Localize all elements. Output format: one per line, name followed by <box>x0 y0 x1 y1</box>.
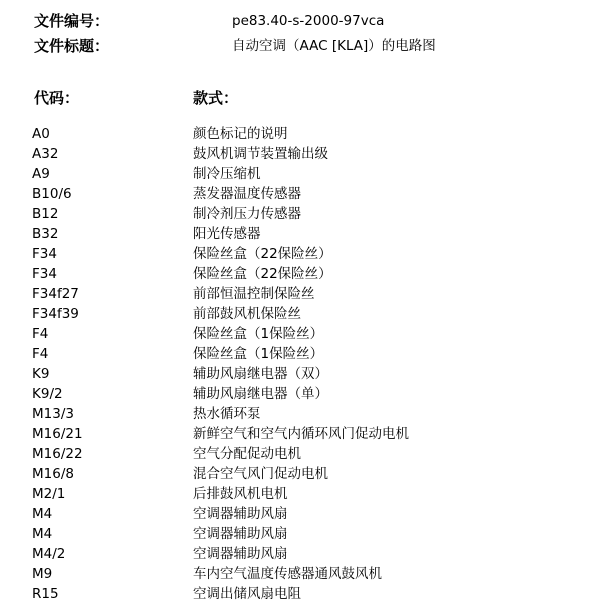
file-number-label: 文件编号： <box>34 12 110 30</box>
component-description: 前部恒温控制保险丝 <box>193 286 315 302</box>
component-code: B32 <box>32 226 59 242</box>
component-description: 热水循环泵 <box>193 406 261 422</box>
list-item <box>0 464 604 484</box>
style-column-heading: 款式： <box>193 89 239 107</box>
list-item <box>0 524 604 544</box>
list-item <box>0 244 604 264</box>
file-title-value: 自动空调（AAC [KLA]）的电路图 <box>232 38 436 54</box>
component-code: M2/1 <box>32 486 66 502</box>
list-item <box>0 124 604 144</box>
component-description: 空调出储风扇电阻 <box>193 586 301 602</box>
list-item <box>0 324 604 344</box>
component-code: A9 <box>32 166 50 182</box>
component-code: F34 <box>32 266 57 282</box>
code-column-heading: 代码： <box>34 89 80 107</box>
list-item <box>0 344 604 364</box>
file-number-row <box>34 10 594 32</box>
list-item <box>0 584 604 604</box>
list-item <box>0 264 604 284</box>
component-description: 新鲜空气和空气内循环风门促动电机 <box>193 426 409 442</box>
component-description: 制冷压缩机 <box>193 166 261 182</box>
list-item <box>0 224 604 244</box>
component-description: 颜色标记的说明 <box>193 126 288 142</box>
component-description: 空调器辅助风扇 <box>193 506 288 522</box>
component-code: M16/21 <box>32 426 83 442</box>
component-description: 前部鼓风机保险丝 <box>193 306 301 322</box>
component-description: 空调器辅助风扇 <box>193 546 288 562</box>
component-code: K9/2 <box>32 386 63 402</box>
component-code: M4/2 <box>32 546 66 562</box>
component-code: M16/22 <box>32 446 83 462</box>
list-item <box>0 204 604 224</box>
component-code: B12 <box>32 206 59 222</box>
component-code: F4 <box>32 346 49 362</box>
component-code: M9 <box>32 566 53 582</box>
component-description: 空气分配促动电机 <box>193 446 301 462</box>
component-description: 辅助风扇继电器（双） <box>193 366 328 382</box>
component-description: 蒸发器温度传感器 <box>193 186 301 202</box>
component-code: R15 <box>32 586 59 602</box>
component-code: A0 <box>32 126 50 142</box>
component-description: 保险丝盒（1保险丝） <box>193 346 324 362</box>
file-title-row <box>34 35 594 57</box>
file-number-value: pe83.40-s-2000-97vca <box>232 13 385 29</box>
list-item <box>0 144 604 164</box>
component-description: 鼓风机调节装置输出级 <box>193 146 328 162</box>
list-item <box>0 544 604 564</box>
list-item <box>0 284 604 304</box>
component-description: 保险丝盒（1保险丝） <box>193 326 324 342</box>
component-code: M13/3 <box>32 406 74 422</box>
component-code: K9 <box>32 366 50 382</box>
list-item <box>0 564 604 584</box>
list-item <box>0 484 604 504</box>
component-description: 保险丝盒（22保险丝） <box>193 246 332 262</box>
component-code: M4 <box>32 526 53 542</box>
component-description: 制冷剂压力传感器 <box>193 206 301 222</box>
component-list <box>0 124 604 604</box>
list-item <box>0 444 604 464</box>
component-code: F4 <box>32 326 49 342</box>
component-description: 阳光传感器 <box>193 226 261 242</box>
list-item <box>0 424 604 444</box>
component-code: B10/6 <box>32 186 72 202</box>
component-code: F34 <box>32 246 57 262</box>
component-description: 混合空气风门促动电机 <box>193 466 328 482</box>
list-item <box>0 304 604 324</box>
component-code: F34f39 <box>32 306 79 322</box>
list-item <box>0 384 604 404</box>
component-code: F34f27 <box>32 286 79 302</box>
component-description: 辅助风扇继电器（单） <box>193 386 328 402</box>
component-description: 空调器辅助风扇 <box>193 526 288 542</box>
list-item <box>0 184 604 204</box>
list-item <box>0 164 604 184</box>
component-description: 后排鼓风机电机 <box>193 486 288 502</box>
list-item <box>0 504 604 524</box>
list-item <box>0 404 604 424</box>
list-item <box>0 364 604 384</box>
component-code: M16/8 <box>32 466 74 482</box>
component-code: A32 <box>32 146 59 162</box>
component-code: M4 <box>32 506 53 522</box>
component-description: 保险丝盒（22保险丝） <box>193 266 332 282</box>
file-title-label: 文件标题： <box>34 37 110 55</box>
component-description: 车内空气温度传感器通风鼓风机 <box>193 566 382 582</box>
